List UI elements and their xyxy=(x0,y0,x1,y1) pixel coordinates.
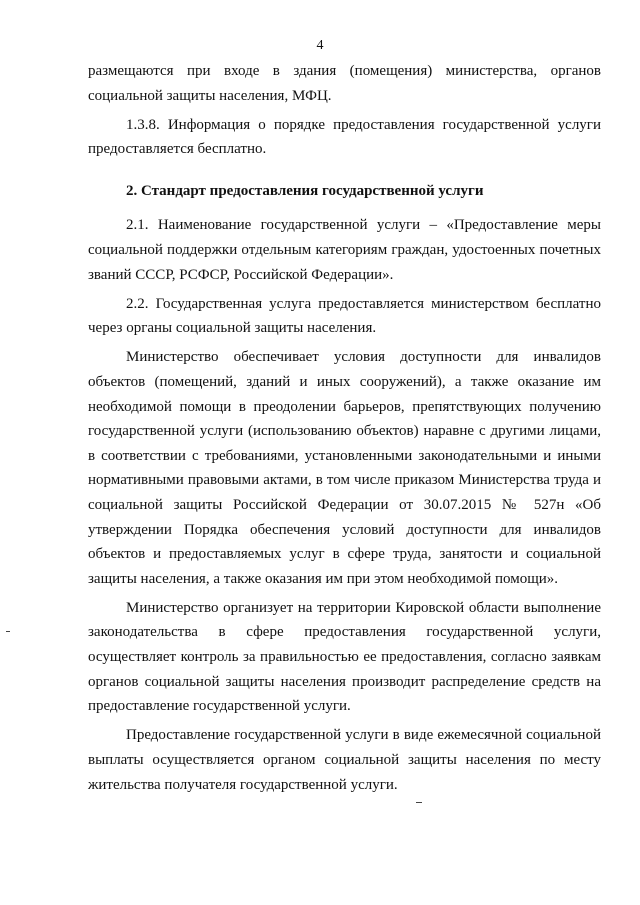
section-heading: 2. Стандарт предоставления государственной услуги xyxy=(126,182,484,199)
document-body xyxy=(88,59,601,802)
paragraph-2-1: 2.1. Наименование государственной услуги – «Предоставление меры социальной поддержки отдельным категориям граждан, удостоенных почетных званий СССР, РСФСР, Российской Федерации». xyxy=(88,217,601,283)
page-number: 4 xyxy=(316,38,324,53)
scan-artifact-mark xyxy=(416,802,422,803)
paragraph-1-3-8: 1.3.8. Информация о порядке предоставления государственной услуги предоставляется бесплатно. xyxy=(88,116,601,158)
paragraph-continuation: размещаются при входе в здания (помещения) министерства, органов социальной защиты населения, МФЦ. xyxy=(88,63,601,104)
scan-artifact-mark xyxy=(6,631,10,632)
paragraph-organization: Министерство организует на территории Кировской области выполнение законодательства в сфере предоставления государственной услуги, осуществляет контроль за правильностью ее предоставления, согласно заявкам органов социальной защиты населения производит распределение средств на предоставление государственной услуги. xyxy=(88,599,601,715)
paragraph-accessibility: Министерство обеспечивает условия доступности для инвалидов объектов (помещений, зданий и иных сооружений), а также оказание им необходимой помощи в преодолении барьеров, препятствующих получению государственной услуги (использованию объектов) наравне с другими лицами, в соответствии с требованиями, установленными законодательными и иными нормативными правовыми актами, в том числе приказом Министерства труда и социальной защиты Российской Федерации от 30.07.2015 № 527н «Об утверждении Порядка обеспечения условий доступности для инвалидов объектов и предоставляемых услуг в сфере труда, занятости и социальной защиты населения, а также оказания им при этом необходимой помощи». xyxy=(88,349,601,587)
paragraph-2-2: 2.2. Государственная услуга предоставляется министерством бесплатно через органы социальной защиты населения. xyxy=(88,295,601,337)
paragraph-payment: Предоставление государственной услуги в виде ежемесячной социальной выплаты осуществляется органом социальной защиты населения по месту жительства получателя государственной услуги. xyxy=(88,727,601,793)
